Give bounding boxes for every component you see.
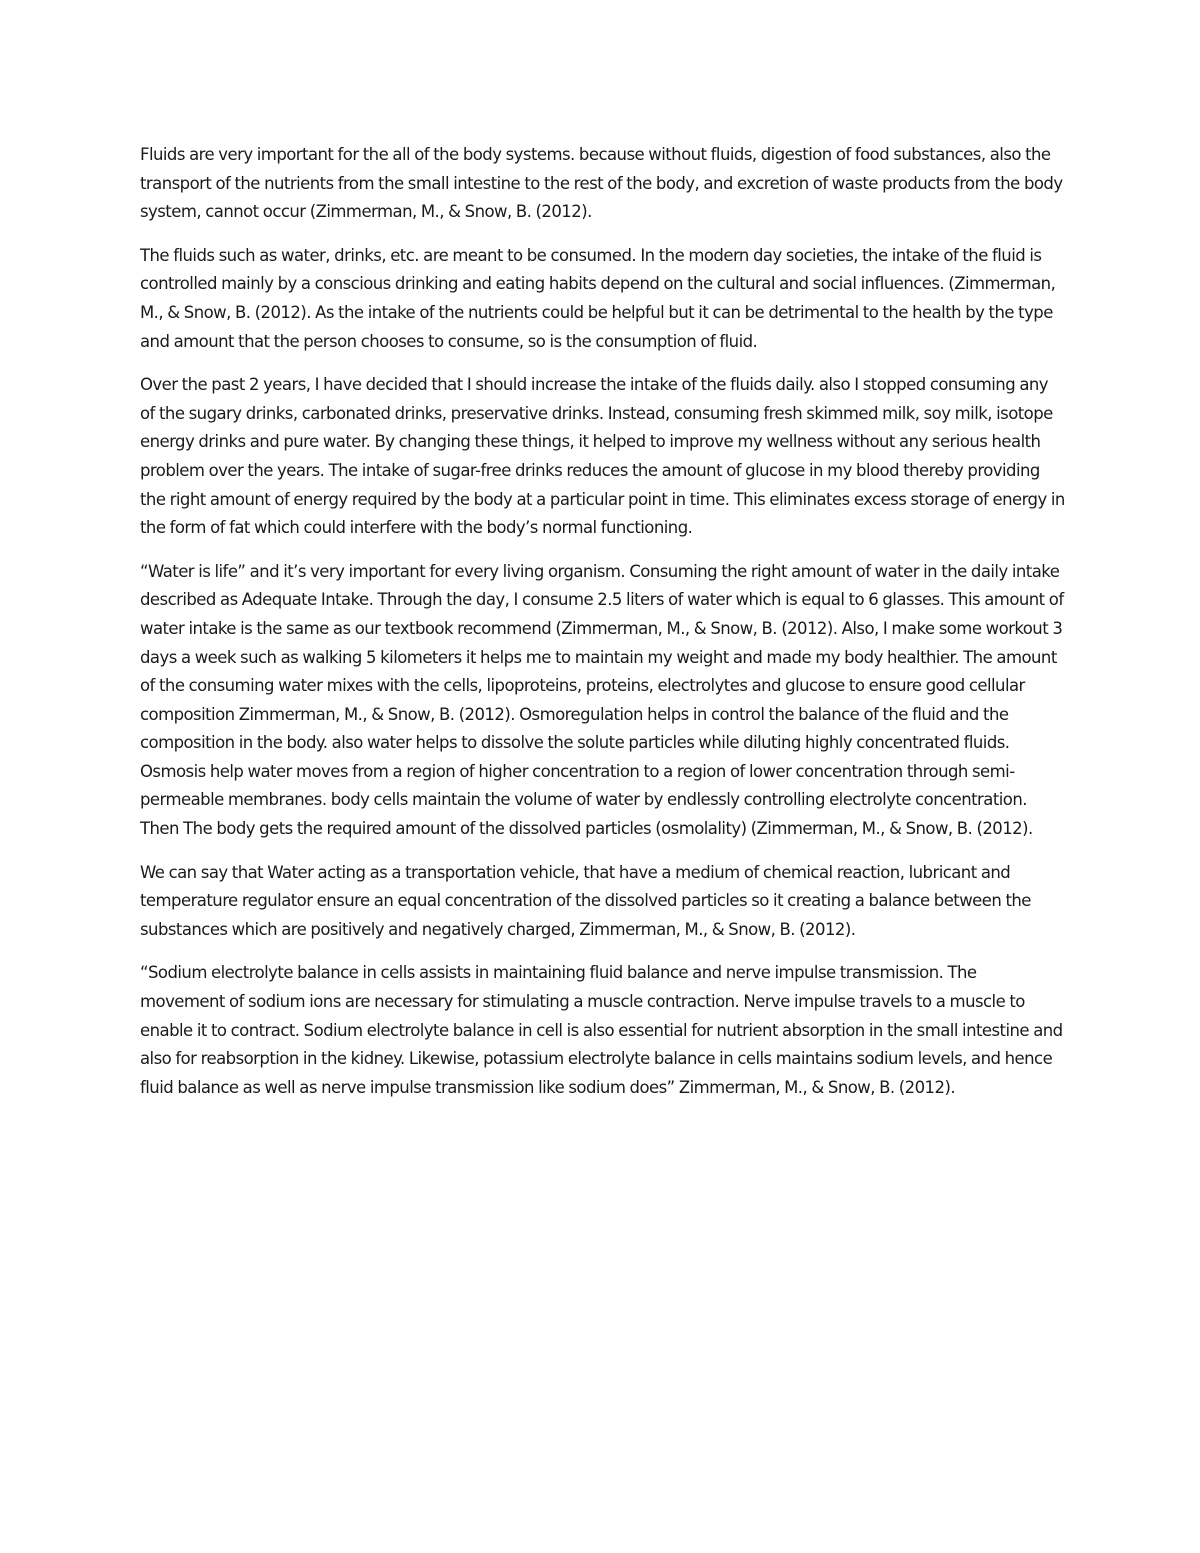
document-body	[140, 141, 1065, 1117]
paragraph-sodium-balance: “Sodium electrolyte balance in cells assists in maintaining fluid balance and nerve impulse transmission. The movement of sodium ions are necessary for stimulating a muscle contraction. Nerve impulse travels to a muscle to enable it to contract. Sodium electrolyte balance in cell is also essential for nutrient absorption in the small intestine and also for reabsorption in the kidney. Likewise, potassium electrolyte balance in cells maintains sodium levels, and hence fluid balance as well as nerve impulse transmission like sodium does” Zimmerman, M., & Snow, B. (2012).	[140, 963, 1063, 1097]
paragraph-fluids-importance: Fluids are very important for the all of the body systems. because without fluids, digestion of food substances, also the transport of the nutrients from the small intestine to the rest of the body, and excretion of waste products from the body system, cannot occur (Zimmerman, M., & Snow, B. (2012).	[140, 145, 1063, 222]
paragraph-water-functions: We can say that Water acting as a transportation vehicle, that have a medium of chemical reaction, lubricant and temperature regulator ensure an equal concentration of the dissolved particles so it creating a balance between the substances which are positively and negatively charged, Zimmerman, M., & Snow, B. (2012).	[140, 862, 1031, 939]
paragraph-water-is-life: “Water is life” and it’s very important for every living organism. Consuming the right amount of water in the daily intake described as Adequate Intake. Through the day, I consume 2.5 liters of water which is equal to 6 glasses. This amount of water intake is the same as our textbook recommend (Zimmerman, M., & Snow, B. (2012). Also, I make some workout 3 days a week such as walking 5 kilometers it helps me to maintain my weight and made my body healthier. The amount of the consuming water mixes with the cells, lipoproteins, proteins, electrolytes and glucose to ensure good cellular composition Zimmerman, M., & Snow, B. (2012). Osmoregulation helps in control the balance of the fluid and the composition in the body. also water helps to dissolve the solute particles while diluting highly concentrated fluids. Osmosis help water moves from a region of higher concentration to a region of lower concentration through semi-permeable membranes. body cells maintain the volume of water by endlessly controlling electrolyte concentration. Then The body gets the required amount of the dissolved particles (osmolality) (Zimmerman, M., & Snow, B. (2012).	[140, 561, 1064, 839]
paragraph-fluid-consumption: The fluids such as water, drinks, etc. are meant to be consumed. In the modern day societies, the intake of the fluid is controlled mainly by a conscious drinking and eating habits depend on the cultural and social influences. (Zimmerman, M., & Snow, B. (2012). As the intake of the nutrients could be helpful but it can be detrimental to the health by the type and amount that the person chooses to consume, so is the consumption of fluid.	[140, 245, 1056, 351]
paragraph-personal-changes: Over the past 2 years, I have decided that I should increase the intake of the fluids daily. also I stopped consuming any of the sugary drinks, carbonated drinks, preservative drinks. Instead, consuming fresh skimmed milk, soy milk, isotope energy drinks and pure water. By changing these things, it helped to improve my wellness without any serious health problem over the years. The intake of sugar-free drinks reduces the amount of glucose in my blood thereby providing the right amount of energy required by the body at a particular point in time. This eliminates excess storage of energy in the form of fat which could interfere with the body’s normal functioning.	[140, 375, 1065, 538]
